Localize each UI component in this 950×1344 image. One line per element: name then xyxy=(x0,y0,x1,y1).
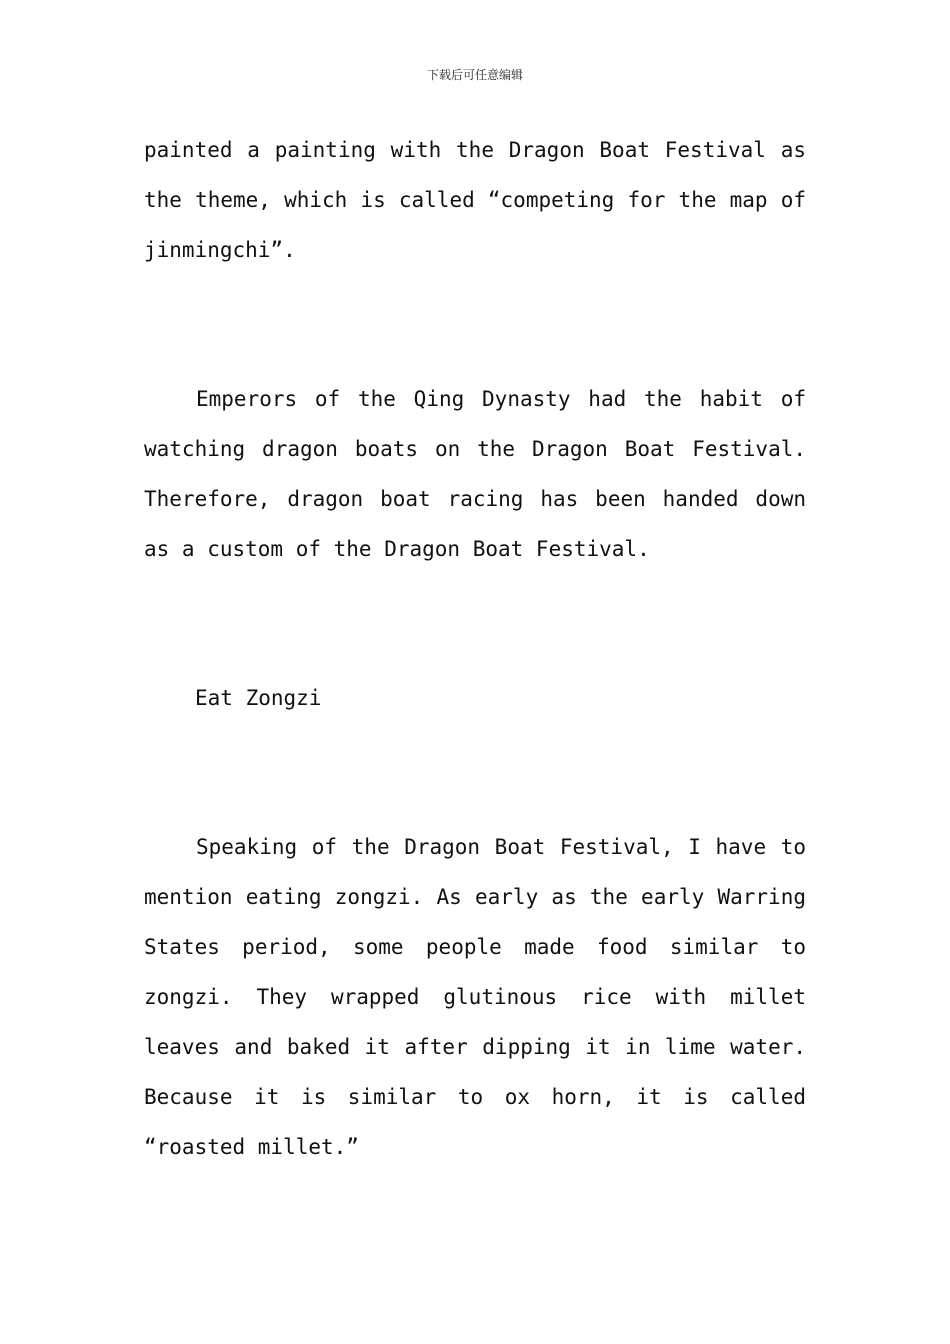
page-header: 下载后可任意编辑 xyxy=(426,68,523,82)
paragraph-painting: painted a painting with the Dragon Boat Festival as the theme, which is called “competing for the map of jinmingchi”. xyxy=(144,138,806,262)
section-heading: Eat Zongzi xyxy=(195,686,322,710)
paragraph-zongzi: Speaking of the Dragon Boat Festival, I have to mention eating zongzi. As early as the early Warring States period, some people made food similar to zongzi. They wrapped glutinous rice with millet leaves and baked it after dipping it in lime water. Because it is similar to ox horn, it is called “roasted millet.” xyxy=(144,835,806,1159)
paragraph-qing-dynasty: Emperors of the Qing Dynasty had the habit of watching dragon boats on the Dragon Boat Festival. Therefore, dragon boat racing has been handed down as a custom of the Dragon Boat Festival. xyxy=(144,387,806,561)
